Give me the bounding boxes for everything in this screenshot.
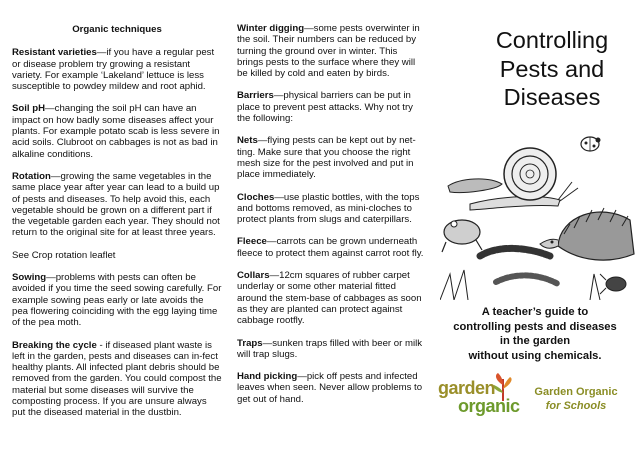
logo-word-garden: garden	[438, 378, 496, 398]
paragraph-term: Winter digging	[237, 23, 305, 34]
cover-panel	[432, 0, 638, 451]
logo-word-organic: organic	[458, 396, 520, 416]
paragraph-text: —12cm squares of rubber carpet underlay or some other material fitted around the stem-base of cabbages as soon as they are planted can protect against cabbage rootfly.	[237, 270, 422, 327]
garden-pests-illustration	[440, 124, 636, 300]
slug-icon	[448, 179, 502, 193]
paragraph	[237, 135, 425, 180]
paragraph-term: Sowing	[12, 272, 47, 284]
hedgehog-icon	[540, 208, 634, 260]
paragraph-text: —growing the same vegetables in the same place year after year can lead to a build up of pests and diseases. To help avoid this, each vegetable should be grown on a different part if the vegetable garden each year. They should not return to the original site for at least three years.	[12, 170, 220, 239]
paragraph-text: See Crop rotation leaflet	[12, 249, 116, 261]
paragraph-term: Resistant varieties	[12, 47, 97, 59]
paragraph-term: Breaking the cycle	[12, 339, 97, 351]
paragraph-term: Barriers	[237, 90, 274, 102]
tagline-line: A teacher’s guide to	[481, 306, 589, 318]
paragraph-term: Hand picking	[237, 371, 298, 383]
left-column	[12, 24, 222, 430]
brand-line: Garden Organic	[534, 386, 618, 398]
paragraph-term: Soil pH	[12, 103, 46, 115]
title-line: Diseases	[503, 84, 601, 110]
title-line: Pests and	[499, 55, 605, 82]
paragraph-term: Rotation	[12, 170, 51, 182]
paragraph-text: —pick off pests and infected leaves when seen. Never allow problems to get out of hand.	[237, 371, 423, 405]
paragraph-text: —carrots can be grown underneath fleece to protect them against carrot root fly.	[237, 236, 424, 259]
left-paragraphs	[12, 47, 222, 418]
paragraph-text: —some pests overwinter in the soil. Their numbers can be reduced by turning the ground over in winter. This brings pests to the surface where they will be killed by cold and eaten by birds.	[237, 23, 420, 80]
frog-icon	[442, 220, 482, 252]
cover-tagline	[432, 305, 638, 363]
paragraph	[237, 371, 425, 405]
paragraph	[12, 272, 222, 328]
paragraph-term: Traps	[237, 337, 263, 349]
paragraph-text: —physical barriers can be put in place to prevent pest attacks. Why not try the following:	[237, 90, 413, 125]
paragraph-term: Nets	[237, 135, 258, 147]
caterpillar-icon	[480, 248, 558, 284]
cover-title	[472, 26, 632, 112]
garden-organic-logo	[438, 371, 534, 425]
paragraph-text: —use plastic bottles, with the tops and bottoms removed, as mini-cloches to protect plants from slugs and caterpillars.	[237, 191, 420, 226]
paragraph	[12, 47, 222, 92]
paragraph-text: - if diseased plant waste is left in the garden, pests and diseases can in-fect healthy plants. All infected plant debris should be removed from the garden. You could compost the material but some diseases will survive the composting process. If you are unsure always put the diseased material in the dustbin.	[12, 339, 222, 419]
paragraph	[237, 338, 425, 361]
paragraph-text: —if you have a regular pest or disease problem try growing a resistant variety. For example ‘Lakeland’ lettuce is less susceptible to powdey mildew and root aphid.	[12, 47, 215, 93]
middle-column	[237, 23, 425, 416]
paragraph	[237, 23, 425, 79]
ladybird-icon	[581, 137, 601, 151]
paragraph	[12, 250, 222, 261]
paragraph	[237, 270, 425, 326]
paragraph-text: —problems with pests can often be avoided if you time the seed sowing carefully. For example sowing peas early or late avoids the pea flowering coinciding with the egg laying time of the pea moth.	[12, 272, 222, 329]
brand-text	[528, 385, 624, 413]
paragraph	[12, 171, 222, 239]
paragraph	[237, 236, 425, 259]
section-heading: Organic techniques	[72, 24, 162, 35]
beetle-icon	[600, 274, 626, 294]
tagline-line: without using chemicals.	[468, 349, 602, 362]
tagline-line: controlling pests and diseases	[453, 320, 617, 333]
paragraph	[12, 340, 222, 419]
paragraph-text: —changing the soil pH can have an impact on how badly some diseases affect your plants. For example potato scab is less severe in acid soils. Clubroot on cabbages is not as bad in alkaline conditions.	[12, 103, 220, 160]
title-line: Controlling	[495, 27, 609, 53]
paragraph	[237, 90, 425, 124]
tagline-line: in the garden	[499, 335, 571, 347]
paragraph-text: —sunken traps filled with beer or milk will trap slugs.	[237, 337, 423, 360]
paragraph-term: Cloches	[237, 191, 275, 203]
middle-paragraphs	[237, 23, 425, 405]
paragraph	[12, 103, 222, 159]
paragraph-text: —flying pests can be kept out by net-ting. Make sure that you choose the right mesh size for the pest involved and put in place immediately.	[237, 135, 416, 181]
paragraph	[237, 192, 425, 226]
paragraph-term: Fleece	[237, 236, 267, 248]
paragraph-term: Collars	[237, 270, 270, 282]
brand-line-for-schools: for Schools	[545, 400, 607, 412]
